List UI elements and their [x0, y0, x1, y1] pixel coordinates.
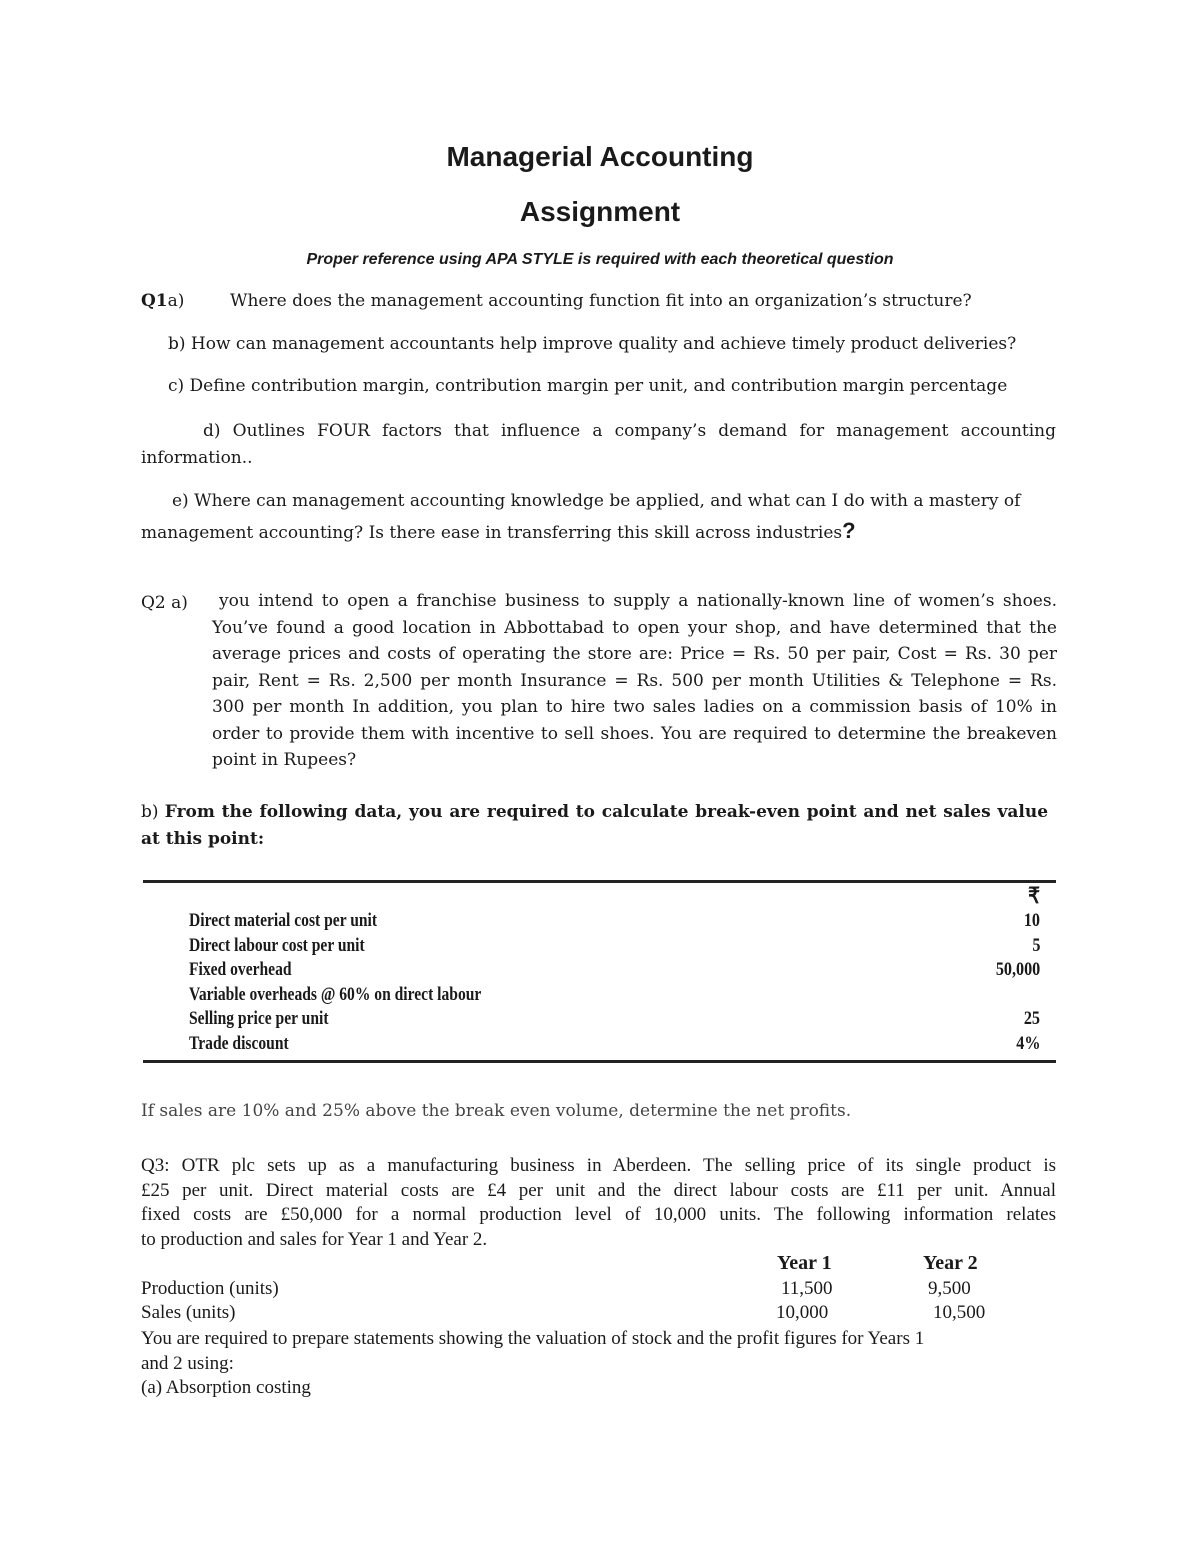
q1-e-line1: e) Where can management accounting knowledge be applied, and what can I do with a mastery of	[172, 491, 1021, 511]
q1-a-prefix: a)	[167, 291, 185, 311]
q1-a-text: Where does the management accounting function fit into an organization’s structure?	[230, 291, 972, 311]
q1-b: b) How can management accountants help improve quality and achieve timely product deliveries?	[168, 334, 1017, 354]
q3-line: Q3: OTR plc sets up as a manufacturing business in Aberdeen. The selling price of its single product is	[141, 1155, 1056, 1176]
q2-a-line: order to provide them with incentive to sell shoes. You are required to determine the breakeven	[212, 723, 1057, 744]
table-row-label: Selling price per unit	[189, 1008, 329, 1029]
table-row-label: Trade discount	[189, 1033, 289, 1054]
q2-a-line: 300 per month In addition, you plan to hire two sales ladies on a commission basis of 10% in	[212, 697, 1057, 717]
q2-a-line: average prices and costs of operating the store are: Price = Rs. 50 per pair, Cost = Rs. 30 per	[212, 644, 1057, 664]
q3-col-year1: Year 1	[777, 1252, 832, 1274]
table-bottom-rule	[143, 1060, 1056, 1063]
q2-a-line: point in Rupees?	[212, 750, 357, 770]
q1-c: c) Define contribution margin, contribution margin per unit, and contribution margin percentage	[168, 376, 1008, 396]
q3-paragraph	[141, 1154, 1056, 1252]
q3-line: £25 per unit. Direct material costs are £4 per unit and the direct labour costs are £11 per unit. Annual	[141, 1179, 1056, 1201]
q1-d-line1: d) Outlines FOUR factors that influence a company’s demand for management accounting	[203, 421, 1056, 441]
table-row-value: 4%	[1015, 1033, 1040, 1054]
currency-symbol: ₹	[1028, 883, 1040, 908]
page-subtitle: Assignment	[519, 196, 681, 227]
q3-row-label: Sales (units)	[141, 1302, 236, 1323]
q2-b-text: From the following data, you are required to calculate break-even point and net sales value	[164, 802, 1049, 822]
table-row-value: 10	[1023, 910, 1040, 931]
table-row-value: 5	[1031, 935, 1040, 956]
q2-b-prefix: b)	[141, 802, 159, 822]
table-top-rule	[143, 880, 1056, 883]
page-title: Managerial Accounting	[446, 141, 754, 172]
q1-e-line2-text: management accounting? Is there ease in transferring this skill across industries	[141, 523, 843, 543]
q2-a-line: pair, Rent = Rs. 2,500 per month Insurance = Rs. 500 per month Utilities & Telephone = Rs.	[212, 670, 1057, 691]
q3-col-year2: Year 2	[923, 1252, 978, 1274]
q3-line: to production and sales for Year 1 and Year 2.	[141, 1228, 488, 1250]
q1-d-line2: information..	[141, 448, 253, 468]
q3-closing-line2: and 2 using:	[141, 1353, 234, 1374]
table-row-label: Direct labour cost per unit	[189, 935, 365, 956]
q2-a-line: You’ve found a good location in Abbottabad to open your shop, and have determined that the	[212, 617, 1057, 638]
q3-closing-line1: You are required to prepare statements showing the valuation of stock and the profit figures for Years 1	[141, 1328, 925, 1349]
q2-b-line1	[141, 799, 1048, 826]
table-row-label: Variable overheads @ 60% on direct labour	[189, 984, 482, 1005]
table-row-value: 50,000	[995, 959, 1040, 980]
table-row-value: 25	[1023, 1008, 1040, 1029]
q3-row-year2: 9,500	[928, 1278, 971, 1299]
q3-line: fixed costs are £50,000 for a normal production level of 10,000 units. The following information relates	[141, 1204, 1056, 1225]
q2-a-label: Q2 a)	[141, 593, 188, 613]
q3-row-year1: 11,500	[781, 1278, 833, 1299]
q2-followup: If sales are 10% and 25% above the break even volume, determine the net profits.	[141, 1101, 852, 1121]
q3-part-a: (a) Absorption costing	[141, 1377, 311, 1398]
q1-label: Q1	[141, 291, 168, 311]
table-row-label: Fixed overhead	[189, 959, 292, 980]
q2-a-line: you intend to open a franchise business to supply a nationally-known line of women’s shoes.	[219, 591, 1057, 611]
q1-e-question-mark: ?	[842, 518, 856, 543]
q2-a-body	[212, 588, 1057, 774]
q1-a	[141, 290, 184, 312]
q3-row-year2: 10,500	[933, 1302, 986, 1323]
q2-b-line2: at this point:	[141, 829, 265, 849]
q3-row-label: Production (units)	[141, 1278, 279, 1299]
q1-e-line2	[141, 520, 856, 544]
reference-note: Proper reference using APA STYLE is required with each theoretical question	[306, 251, 894, 268]
table-row-label: Direct material cost per unit	[189, 910, 378, 931]
q3-row-year1: 10,000	[776, 1302, 829, 1323]
